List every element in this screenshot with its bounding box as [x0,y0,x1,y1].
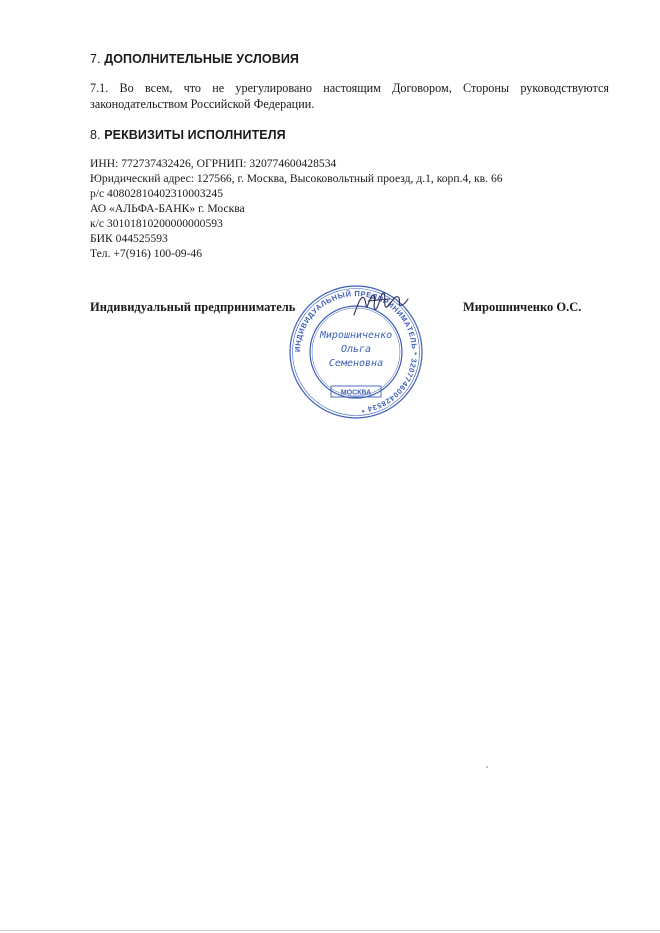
seal-name-line2: Ольга [340,344,372,355]
section-7-number: 7. [90,52,101,66]
section-7-title: ДОПОЛНИТЕЛЬНЫЕ УСЛОВИЯ [104,52,299,66]
requisite-bik: БИК 044525593 [90,232,168,245]
requisites-block [90,156,503,261]
requisite-inn: ИНН: 772737432426, ОГРНИП: 320774600428534 [90,157,337,170]
seal-city-text: МОСКВА [340,389,372,397]
section-8-title: РЕКВИЗИТЫ ИСПОЛНИТЕЛЯ [104,128,286,142]
requisite-address: Юридический адрес: 127566, г. Москва, Высоковольтный проезд, д.1, корп.4, кв. 66 [90,172,503,185]
seal-name-line3: Семеновна [328,358,384,369]
scan-edge-line [0,930,660,931]
signature-label: Индивидуальный предприниматель [90,300,296,314]
section-7-heading [90,52,299,66]
requisite-corr-account: к/с 30101810200000000593 [90,217,223,230]
seal-ring-text: ИНДИВИДУАЛЬНЫЙ ПРЕДПРИНИМАТЕЛЬ * 320774600428534 * [292,288,420,415]
requisite-account: р/с 40802810402310003245 [90,187,223,200]
section-8-heading [90,128,286,142]
requisite-phone: Тел. +7(916) 100-09-46 [90,247,203,260]
handwritten-signature [350,287,410,321]
scan-speck [486,766,488,768]
section-7-paragraph: 7.1. Во всем, что не урегулировано настоящим Договором, Стороны руководствуются законодательством Российской Федерации. [90,81,609,111]
section-8-number: 8. [90,128,101,142]
seal-name-line1: Мирошниченко [319,330,393,341]
signatory-name: Мирошниченко О.С. [463,300,582,314]
requisite-bank: АО «АЛЬФА-БАНК» г. Москва [90,202,245,215]
